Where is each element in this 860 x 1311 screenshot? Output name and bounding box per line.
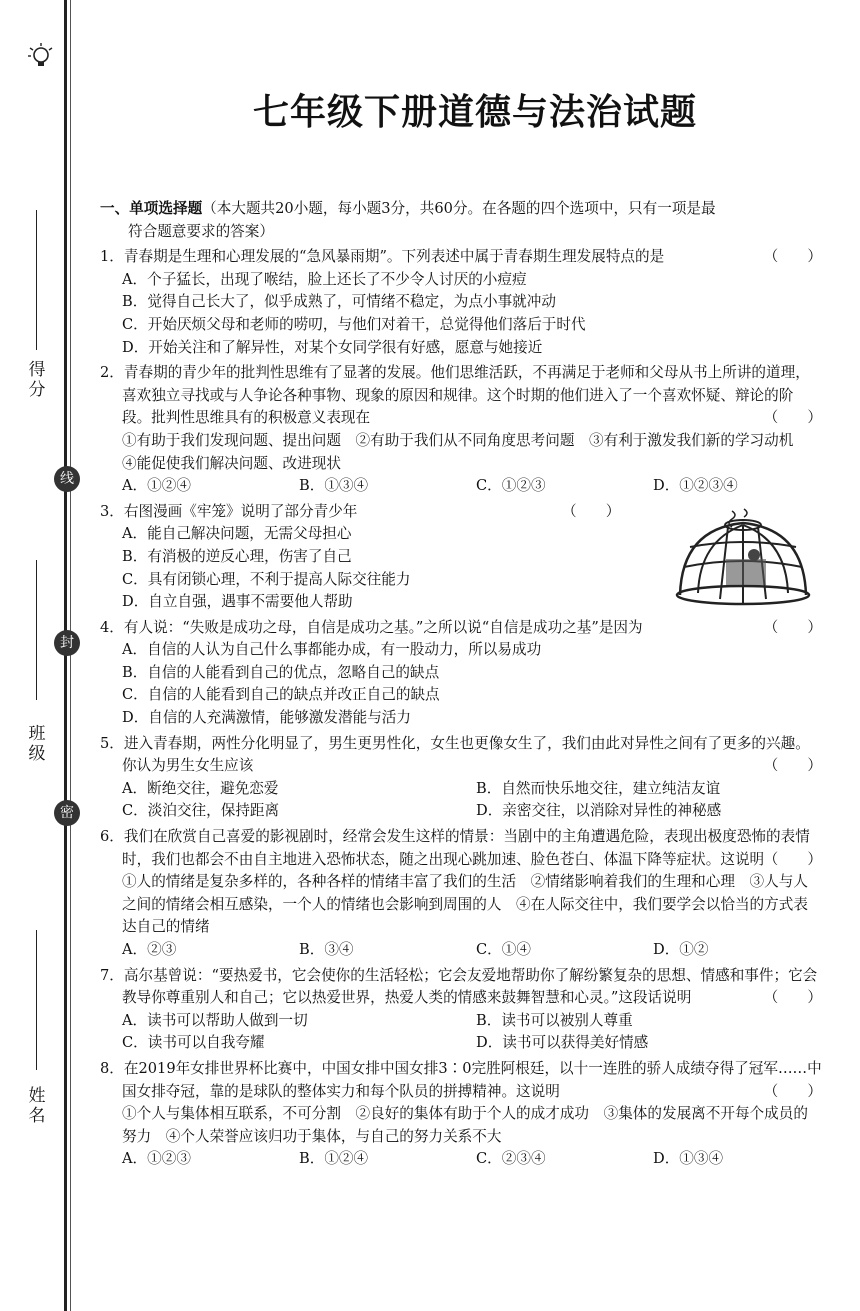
option-d: D．亲密交往，以消除对异性的神秘感 [476, 802, 722, 820]
option-d: D．①② [653, 941, 709, 958]
question-stem: 4．有人说：“失败是成功之母，自信是成功之基。”之所以说“自信是成功之基”是因为 （ ） [100, 617, 822, 640]
answer-bracket: （ ） [763, 989, 822, 1007]
name-blank-line [36, 930, 37, 1070]
answer-bracket: （ ） [763, 1082, 822, 1100]
question-1 [100, 246, 822, 359]
option-b: B．①②④ [299, 1150, 369, 1168]
answer-bracket: （ ） [763, 850, 822, 868]
option-c: C．①②③ [476, 477, 546, 495]
question-6 [100, 826, 822, 962]
question-statements: ①个人与集体相互联系，不可分割 ②良好的集体有助于个人的成才成功 ③集体的发展离不开每个成员的努力 ④个人荣誉应该归功于集体，与自己的努力关系不大 [122, 1105, 808, 1145]
question-2 [100, 362, 822, 498]
option-c: C．具有闭锁心理，不利于提高人际交往能力 [122, 570, 411, 588]
answer-bracket: （ ） [763, 618, 822, 636]
seal-xian: 线 [54, 466, 80, 492]
option-a: A．②③ [122, 941, 177, 958]
option-b: B．读书可以被别人尊重 [476, 1011, 633, 1029]
question-4 [100, 617, 822, 730]
option-d: D．开始关注和了解异性，对某个女同学很有好感，愿意与她接近 [122, 338, 543, 356]
option-d: D．自信的人充满激情，能够激发潜能与活力 [122, 709, 411, 727]
option-a: A．①②④ [122, 477, 191, 495]
answer-bracket: （ ） [763, 248, 822, 266]
section-header [100, 198, 822, 243]
answer-bracket: （ ） [562, 502, 621, 520]
question-3 [100, 501, 822, 614]
question-stem: 7．高尔基曾说：“要热爱书，它会使你的生活轻松；它会友爱地帮助你了解纷繁复杂的思想、情感和事件；它会教导你尊重别人和自己；它以热爱世界，热爱人类的情感来鼓舞智慧和心灵。”这段话说明 （ ） [100, 965, 822, 1010]
option-c: C．开始厌烦父母和老师的唠叨，与他们对着干，总觉得他们落后于时代 [122, 315, 586, 333]
question-stem: 1．青春期是生理和心理发展的“急风暴雨期”。下列表述中属于青春期生理发展特点的是 （ ） [100, 246, 822, 269]
option-a: A．自信的人认为自己什么事都能办成，有一股动力，所以易成功 [122, 641, 542, 659]
question-8 [100, 1058, 822, 1171]
question-stem: 5．进入青春期，两性分化明显了，男生更男性化，女生也更像女生了，我们由此对异性之间有了更多的兴趣。你认为男生女生应该 （ ） [100, 733, 822, 778]
seal-feng: 封 [54, 630, 80, 656]
options-grid [100, 778, 822, 823]
option-d: D．自立自强，遇事不需要他人帮助 [122, 593, 353, 611]
section-note-2: 符合题意要求的答案） [128, 222, 274, 240]
question-stem: 6．我们在欣赏自己喜爱的影视剧时，经常会发生这样的情景：当剧中的主角遭遇危险，表现出极度恐怖的表情时，我们也都会不由自主地进入恐怖状态，随之出现心跳加速、脸色苍白、体温下降等症状。这说明 （ ） [100, 826, 822, 871]
option-d: D．①③④ [653, 1150, 724, 1168]
answer-bracket: （ ） [763, 409, 822, 427]
question-7 [100, 965, 822, 1055]
option-a: A．读书可以帮助人做到一切 [122, 1011, 308, 1029]
option-a: A．能自己解决问题，无需父母担心 [122, 525, 352, 543]
option-a: A．①②③ [122, 1150, 191, 1168]
option-b: B．自信的人能看到自己的优点，忽略自己的缺点 [122, 663, 440, 681]
option-b: B．有消极的逆反心理，伤害了自己 [122, 547, 352, 565]
option-c: C．淡泊交往，保持距离 [122, 802, 280, 820]
option-b: B．自然而快乐地交往，建立纯洁友谊 [476, 779, 721, 797]
question-5 [100, 733, 822, 823]
options-grid [100, 1010, 822, 1055]
option-b: B．觉得自己长大了，似乎成熟了，可情绪不稳定，为点小事就冲动 [122, 293, 556, 311]
name-label: 姓名 [28, 1086, 46, 1126]
section-label: 一、单项选择题 [100, 200, 203, 217]
option-b: B．③④ [299, 941, 354, 958]
options-row [100, 475, 822, 498]
options-row [100, 1148, 822, 1171]
option-c: C．②③④ [476, 1150, 546, 1168]
answer-bracket: （ ） [763, 757, 822, 775]
option-c: C．自信的人能看到自己的缺点并改正自己的缺点 [122, 686, 440, 704]
lightbulb-icon [26, 42, 56, 72]
question-stem: 3．右图漫画《牢笼》说明了部分青少年 （ ） [100, 501, 822, 524]
class-label: 班级 [28, 724, 46, 764]
question-stem: 8．在2019年女排世界杯比赛中，中国女排中国女排3∶0完胜阿根廷，以十一连胜的骄人成绩夺得了冠军……中国女排夺冠，靠的是球队的整体实力和每个队员的拼搏精神。这说明 （ ） [100, 1058, 822, 1103]
score-label: 得分 [28, 360, 46, 400]
question-statements: ①有助于我们发现问题、提出问题 ②有助于我们从不同角度思考问题 ③有利于激发我们新的学习动机 ④能促使我们解决问题、改进现状 [122, 431, 808, 472]
question-statements: ①人的情绪是复杂多样的，各种各样的情绪丰富了我们的生活 ②情绪影响着我们的生理和心理 ③人与人之间的情绪会相互感染，一个人的情绪也会影响到周围的人 ④在人际交往中，我们要学会以恰当的方式表达自己的情绪 [122, 873, 808, 936]
seal-mi: 密 [54, 800, 80, 826]
question-stem: 2．青春期的青少年的批判性思维有了显著的发展。他们思维活跃，不再满足于老师和父母从书上所讲的道理，喜欢独立寻找或与人争论各种事物、现象的原因和规律。这个时期的他们进入了一个喜欢怀疑、辩论的阶段。批判性思维具有的积极意义表现在 （ ） [100, 362, 822, 430]
option-a: A．个子猛长，出现了喉结，脸上还长了不少令人讨厌的小痘痘 [122, 270, 527, 288]
binding-margin [0, 0, 90, 1311]
class-blank-line [36, 560, 37, 700]
option-c: C．①④ [476, 941, 531, 958]
page-title: 七年级下册道德与法治试题 [252, 92, 697, 133]
options-row [100, 939, 822, 962]
option-d: D．读书可以获得美好情感 [476, 1034, 649, 1052]
cage-cartoon-image [668, 507, 818, 607]
section-note-1: （本大题共20小题，每小题3分，共60分。在各题的四个选项中，只有一项是最 [202, 200, 716, 217]
option-b: B．①③④ [299, 477, 369, 495]
score-blank-line [36, 210, 37, 350]
option-c: C．读书可以自我夸耀 [122, 1034, 265, 1052]
option-d: D．①②③④ [653, 477, 738, 495]
option-a: A．断绝交往，避免恋爱 [122, 779, 279, 797]
question-section [100, 198, 822, 1171]
